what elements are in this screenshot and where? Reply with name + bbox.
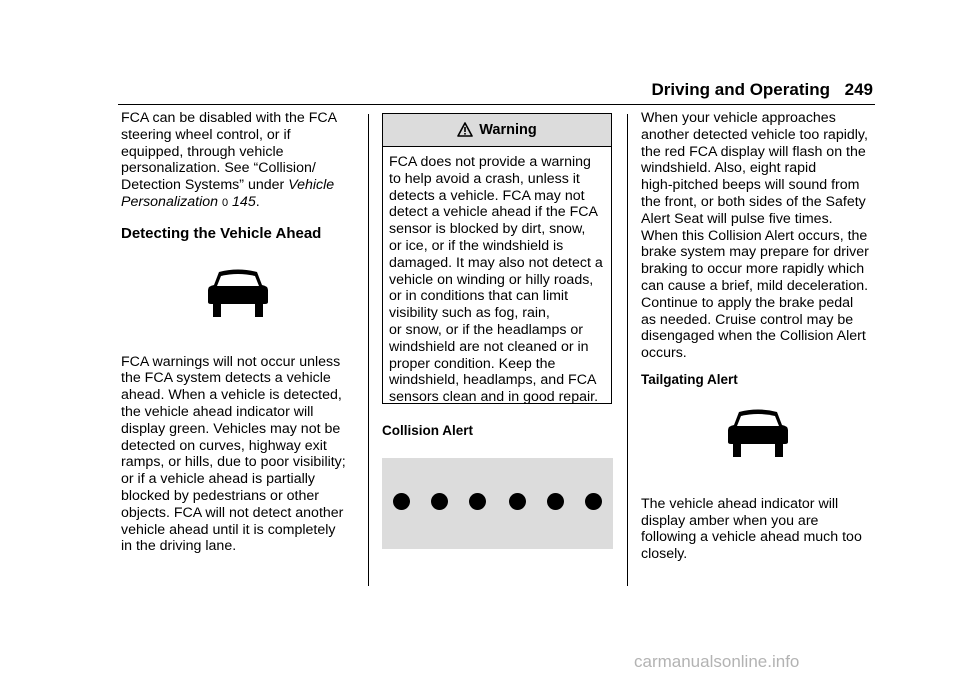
page-ref-icon: 0 <box>221 196 229 209</box>
text-line: The vehicle ahead indicator will <box>641 495 839 512</box>
text-line: windshield, headlamps, and FCA <box>389 372 597 389</box>
column-1 <box>121 110 357 563</box>
text-line: or if a vehicle ahead is partially <box>121 471 315 488</box>
text-line: the FCA system detects a vehicle <box>121 370 331 387</box>
text-line: Alert Seat will pulse five times. <box>641 210 833 227</box>
text-line: occurs. <box>641 345 687 362</box>
collision-alert-dot <box>431 493 448 510</box>
warning-body <box>383 147 611 406</box>
text-line: windshield are not cleaned or in <box>389 338 589 355</box>
body-paragraph <box>641 110 881 362</box>
header-divider <box>118 104 875 105</box>
text-line: Personalization 0 145. <box>121 193 260 210</box>
xref-link-text[interactable]: Personalization <box>121 193 219 210</box>
text-line: When this Collision Alert occurs, the <box>641 227 868 244</box>
text-line: brake system may prepare for driver <box>641 244 869 261</box>
column-3 <box>641 110 881 571</box>
intro-paragraph <box>121 110 357 212</box>
text-line: vehicle ahead until it is completely <box>121 521 336 538</box>
collision-alert-heading: Collision Alert <box>382 423 474 438</box>
page-ref[interactable]: 145 <box>232 193 256 210</box>
text-line: to help avoid a crash, unless it <box>389 170 580 187</box>
text-line: as needed. Cruise control may be <box>641 311 854 328</box>
column-divider-2 <box>627 114 628 586</box>
warning-title: Warning <box>479 122 537 138</box>
text-line: the vehicle ahead indicator will <box>121 403 314 420</box>
text-line: can cause a brief, mild deceleration. <box>641 277 869 294</box>
section-heading: Detecting the Vehicle Ahead <box>121 224 322 242</box>
text-line: FCA does not provide a warning <box>389 154 591 170</box>
text-line: personalization. See “Collision/ <box>121 160 316 177</box>
body-paragraph <box>121 354 357 556</box>
text-line: the red FCA display will flash on the <box>641 143 866 160</box>
text-line: ramps, or hills, due to poor visibility; <box>121 454 346 471</box>
collision-alert-dot <box>585 493 602 510</box>
text-line: equipped, through vehicle <box>121 143 284 160</box>
text-line: closely. <box>641 546 688 563</box>
text-line: display amber when you are <box>641 512 819 529</box>
text-line: windshield. Also, eight rapid <box>641 160 817 177</box>
text-line: objects. FCA will not detect another <box>121 504 344 521</box>
text-line: Detection Systems” under Vehicle <box>121 177 335 194</box>
xref-link-text[interactable]: Vehicle <box>288 177 335 194</box>
text-line: or ice, or if the windshield is <box>389 237 564 254</box>
column-divider-1 <box>368 114 369 586</box>
collision-alert-dot <box>547 493 564 510</box>
text-line: FCA warnings will not occur unless <box>121 353 341 370</box>
text-line: disengaged when the Collision Alert <box>641 328 866 345</box>
vehicle-ahead-icon <box>727 408 789 458</box>
text-line: or snow, or if the headlamps or <box>389 321 583 338</box>
text-line: visibility such as fog, rain, <box>389 305 550 322</box>
collision-alert-dot <box>393 493 410 510</box>
text-line: sensors clean and in good repair. <box>389 389 599 406</box>
text-line: proper condition. Keep the <box>389 355 556 372</box>
warning-box <box>382 113 612 404</box>
text-line: detected on curves, highway exit <box>121 437 327 454</box>
text-line: steering wheel control, or if <box>121 126 291 143</box>
page-number: 249 <box>844 80 873 99</box>
text-line: sensor is blocked by dirt, snow, <box>389 221 586 238</box>
text-line: Continue to apply the brake pedal <box>641 294 854 311</box>
body-paragraph <box>641 496 881 563</box>
text-line: When your vehicle approaches <box>641 110 836 126</box>
collision-alert-dot <box>509 493 526 510</box>
text-line: vehicle on winding or hilly roads, <box>389 271 594 288</box>
warning-header <box>383 114 611 147</box>
text-line: following a vehicle ahead much too <box>641 529 862 546</box>
text-line: detect a vehicle ahead if the FCA <box>389 204 598 221</box>
collision-alert-dot <box>469 493 486 510</box>
vehicle-ahead-icon <box>207 268 269 318</box>
text-line: blocked by pedestrians or other <box>121 487 319 504</box>
text-line: high-pitched beeps will sound from <box>641 177 860 194</box>
text-line: the front, or both sides of the Safety <box>641 193 866 210</box>
warning-triangle-icon <box>457 122 473 138</box>
text-line: braking to occur more rapidly which <box>641 261 865 278</box>
section-title: Driving and Operating <box>651 80 830 99</box>
watermark: carmanualsonline.info <box>634 652 800 671</box>
text-line: detects a vehicle. FCA may not <box>389 187 585 204</box>
text-line: damaged. It may also not detect a <box>389 254 603 271</box>
text-line: or in conditions that can limit <box>389 288 569 305</box>
text-line: display green. Vehicles may not be <box>121 420 341 437</box>
collision-alert-figure <box>382 458 613 549</box>
text-line: another detected vehicle too rapidly, <box>641 126 868 143</box>
tailgating-alert-heading: Tailgating Alert <box>641 371 738 387</box>
text-line: in the driving lane. <box>121 538 237 555</box>
text-line: FCA can be disabled with the FCA <box>121 110 338 126</box>
text-line: ahead. When a vehicle is detected, <box>121 387 342 404</box>
